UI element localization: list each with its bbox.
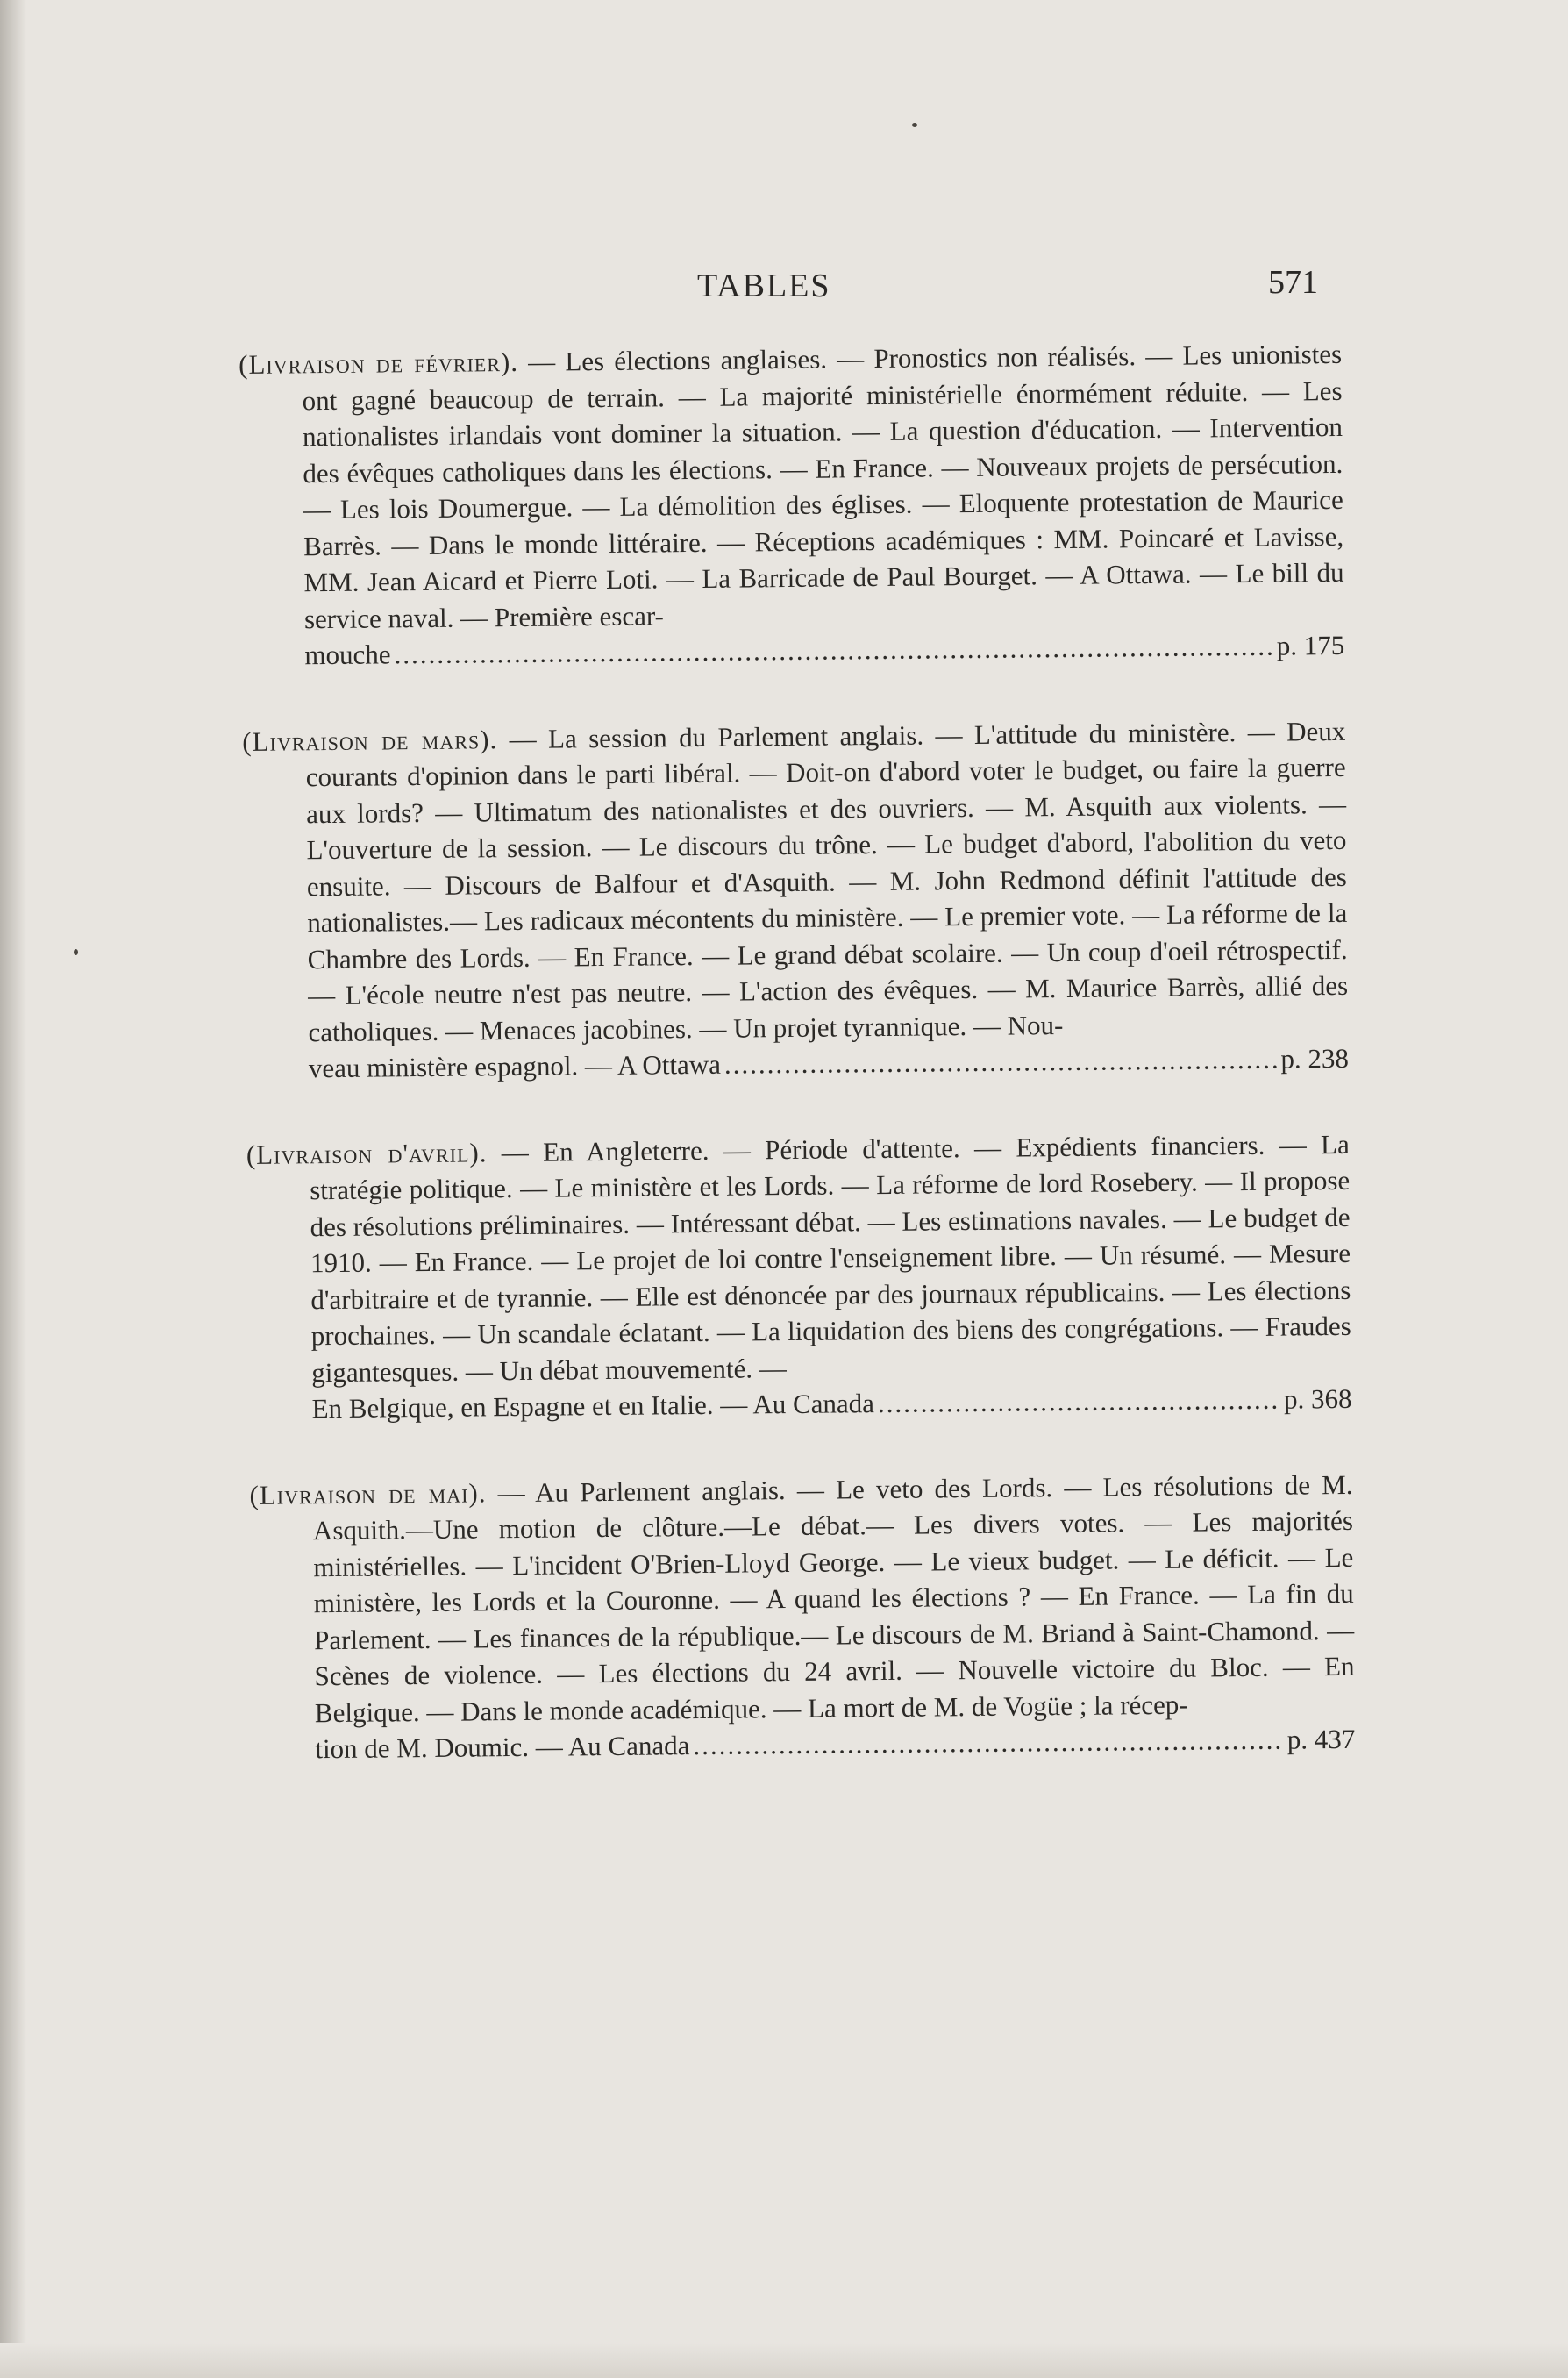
- entry-body: [249, 1466, 1355, 1732]
- running-title: TABLES: [697, 268, 831, 304]
- entry-text: — Au Parlement anglais. — Le veto des Lords. — Les résolutions de M. Asquith.—Une motion de clôture.—Le débat.— Les divers votes. — Les majorités ministérielles. — L'incident O'Brien-Lloyd George. — Le vieux budget. — Le déficit. — Le ministère, les Lords et la Couronne. — A quand les élections ? — En France. — La fin du Parlement. — Les finances de la république.— Le discours de M. Briand à Saint-Chamond. — Scènes de violence. — Les élections du 24 avril. — Nouvelle victoire du Bloc. — En Belgique. — Dans le monde académique. — La mort de M. de Vogüe ; la récep-: [312, 1468, 1355, 1728]
- entry-body: [242, 712, 1349, 1051]
- entry-text: — Les élections anglaises. — Pronostics non réalisés. — Les unionistes ont gagné beaucoup de terrain. — La majorité ministérielle énormément réduite. — Les nationalistes irlandais vont dominer la situation. — La question d'éducation. — Intervention des évêques catholiques dans les élections. — En France. — Nouveaux projets de persécution. — Les lois Doumergue. — La démolition des églises. — Eloquente protestation de Maurice Barrès. — Dans le monde littéraire. — Réceptions académiques : MM. Poincaré et Lavisse, MM. Jean Aicard et Pierre Loti. — La Barricade de Paul Bourget. — A Ottawa. — Le bill du service naval. — Première escar-: [302, 338, 1344, 634]
- page-edge-shadow: [0, 0, 26, 2378]
- entry-text: — La session du Parlement anglais. — L'attitude du ministère. — Deux courants d'opinion dans le parti libéral. — Doit-on d'abord voter le budget, ou faire la guerre aux lords? — Ultimatum des nationalistes et des ouvriers. — M. Asquith aux violents. — L'ouverture de la session. — Le discours du trône. — Le budget d'abord, l'abolition du veto ensuite. — Discours de Balfour et d'Asquith. — M. John Redmond définit l'attitude des nationalistes.— Les radicaux mécontents du ministère. — Le premier vote. — La réforme de la Chambre des Lords. — En France. — Le grand débat scolaire. — Un coup d'oeil rétrospectif. — L'école neutre n'est pas neutre. — L'action des évêques. — M. Maurice Barrès, allié des catholiques. — Menaces jacobines. — Un projet tyrannique. — Nou-: [305, 715, 1349, 1047]
- dot-leader: [394, 628, 1273, 673]
- entry-text: — En Angleterre. — Période d'attente. — Expédients financiers. — La stratégie politique. — Le ministère et les Lords. — La réforme de lord Rosebery. — Il propose des résolutions préliminaires. — Intéressant débat. — Les estimations navales. — Le budget de 1910. — En France. — Le projet de loi contre l'enseignement libre. — Un résumé. — Mesure d'arbitraire et de tyrannie. — Elle est dénoncée par des journaux républicains. — Les élections prochaines. — Un scandale éclatant. — La liquidation des biens des congrégations. — Fraudes gigantesques. — Un débat mouvementé. —: [310, 1128, 1351, 1388]
- ink-speck: [912, 123, 917, 127]
- toc-entry: [246, 1125, 1352, 1427]
- toc-entry: [249, 1466, 1355, 1767]
- page-header: [0, 263, 1568, 316]
- entry-ref-lead: tion de M. Doumic. — Au Canada: [315, 1730, 690, 1765]
- entry-ref-lead: En Belgique, en Espagne et en Italie. — Au Canada: [311, 1388, 875, 1425]
- entry-page-number: p. 437: [1286, 1723, 1356, 1755]
- entry-ref-lead: veau ministère espagnol. — A Ottawa: [308, 1048, 722, 1084]
- entry-page-number: p. 238: [1280, 1042, 1350, 1075]
- entry-body: [239, 336, 1344, 638]
- page-number: 571: [1268, 264, 1318, 301]
- entry-page-number: p. 175: [1276, 629, 1345, 661]
- dot-leader: [724, 1041, 1278, 1083]
- table-of-contents: [239, 336, 1356, 1817]
- entry-body: [246, 1125, 1352, 1391]
- dot-leader: [693, 1722, 1284, 1764]
- toc-entry: [239, 336, 1345, 675]
- page-bottom-shadow: [0, 2343, 1568, 2378]
- entry-heading: (Livraison de février).: [239, 346, 519, 380]
- entry-page-number: p. 368: [1283, 1382, 1352, 1415]
- entry-heading: (Livraison d'avril).: [246, 1136, 488, 1170]
- entry-heading: (Livraison de mars).: [242, 723, 498, 757]
- dot-leader: [878, 1382, 1281, 1422]
- entry-heading: (Livraison de mai).: [249, 1476, 487, 1510]
- ink-speck: [74, 949, 78, 955]
- toc-entry: [242, 712, 1349, 1087]
- entry-ref-lead: mouche: [304, 639, 391, 671]
